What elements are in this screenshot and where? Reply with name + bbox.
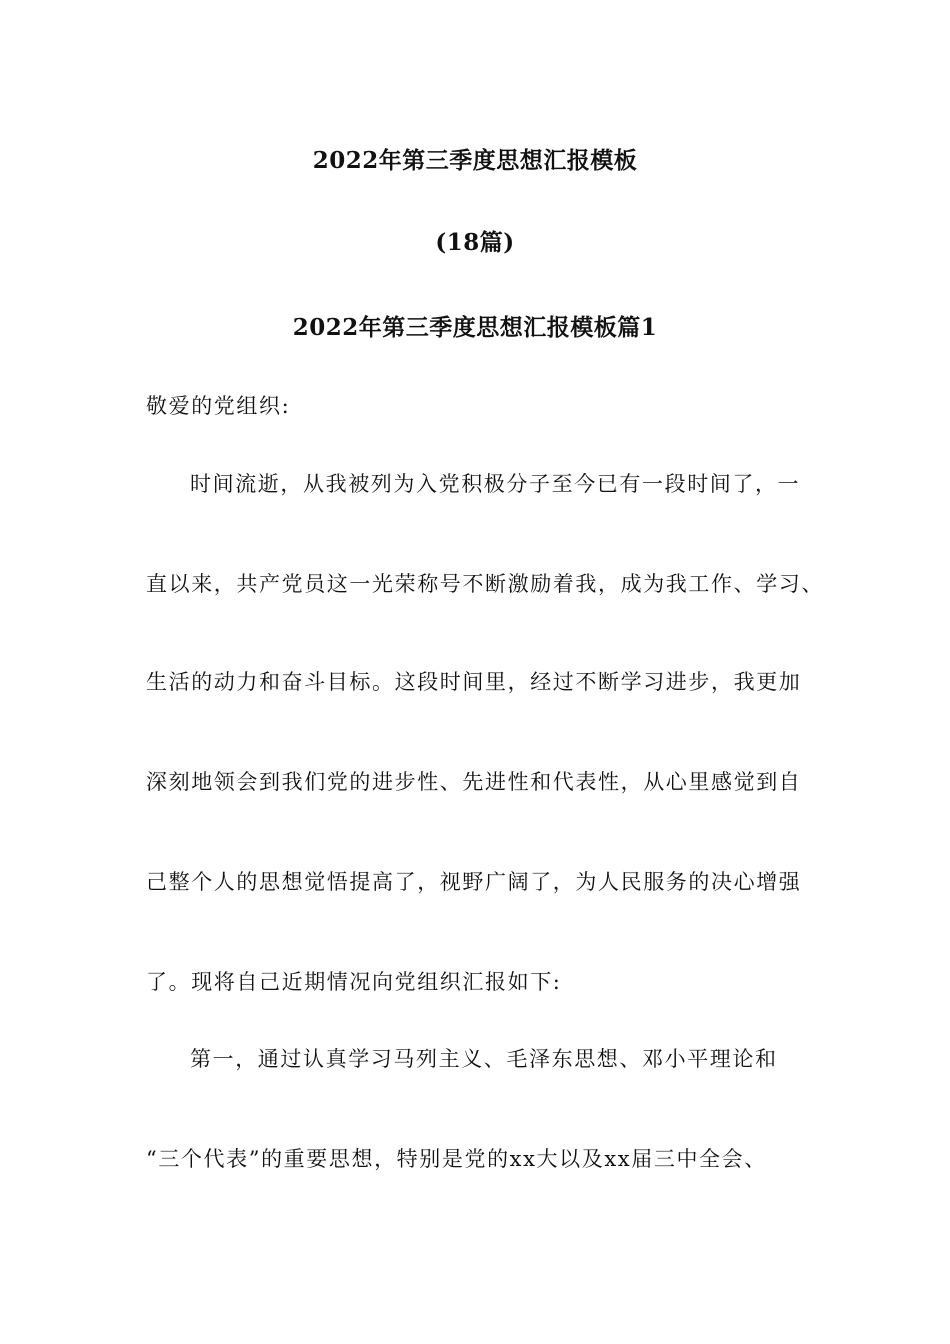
paragraph-line: 己整个人的思想觉悟提高了，视野广阔了，为人民服务的决心增强 [146,870,802,894]
section-heading: 2022年第三季度思想汇报模板篇1 [292,314,658,341]
document-title: 2022年第三季度思想汇报模板 [312,147,638,174]
paragraph-line: 生活的动力和奋斗目标。这段时间里，经过不断学习进步，我更加 [146,670,802,694]
salutation: 敬爱的党组织: [146,394,291,418]
paragraph-line: 第一，通过认真学习马列主义、毛泽东思想、邓小平理论和 [190,1047,778,1071]
paragraph-line: 时间流逝，从我被列为入党积极分子至今已有一段时间了，一 [190,472,801,496]
paragraph-line: 了。现将自己近期情况向党组织汇报如下: [146,970,562,994]
paragraph-line: 深刻地领会到我们党的进步性、先进性和代表性，从心里感觉到自 [146,770,802,794]
paragraph-line: “三个代表”的重要思想，特别是党的xx大以及xx届三中全会、 [146,1147,767,1171]
paragraph-line: 直以来，共产党员这一光荣称号不断激励着我，成为我工作、学习、 [146,572,824,596]
document-subtitle: (18篇) [435,229,515,256]
